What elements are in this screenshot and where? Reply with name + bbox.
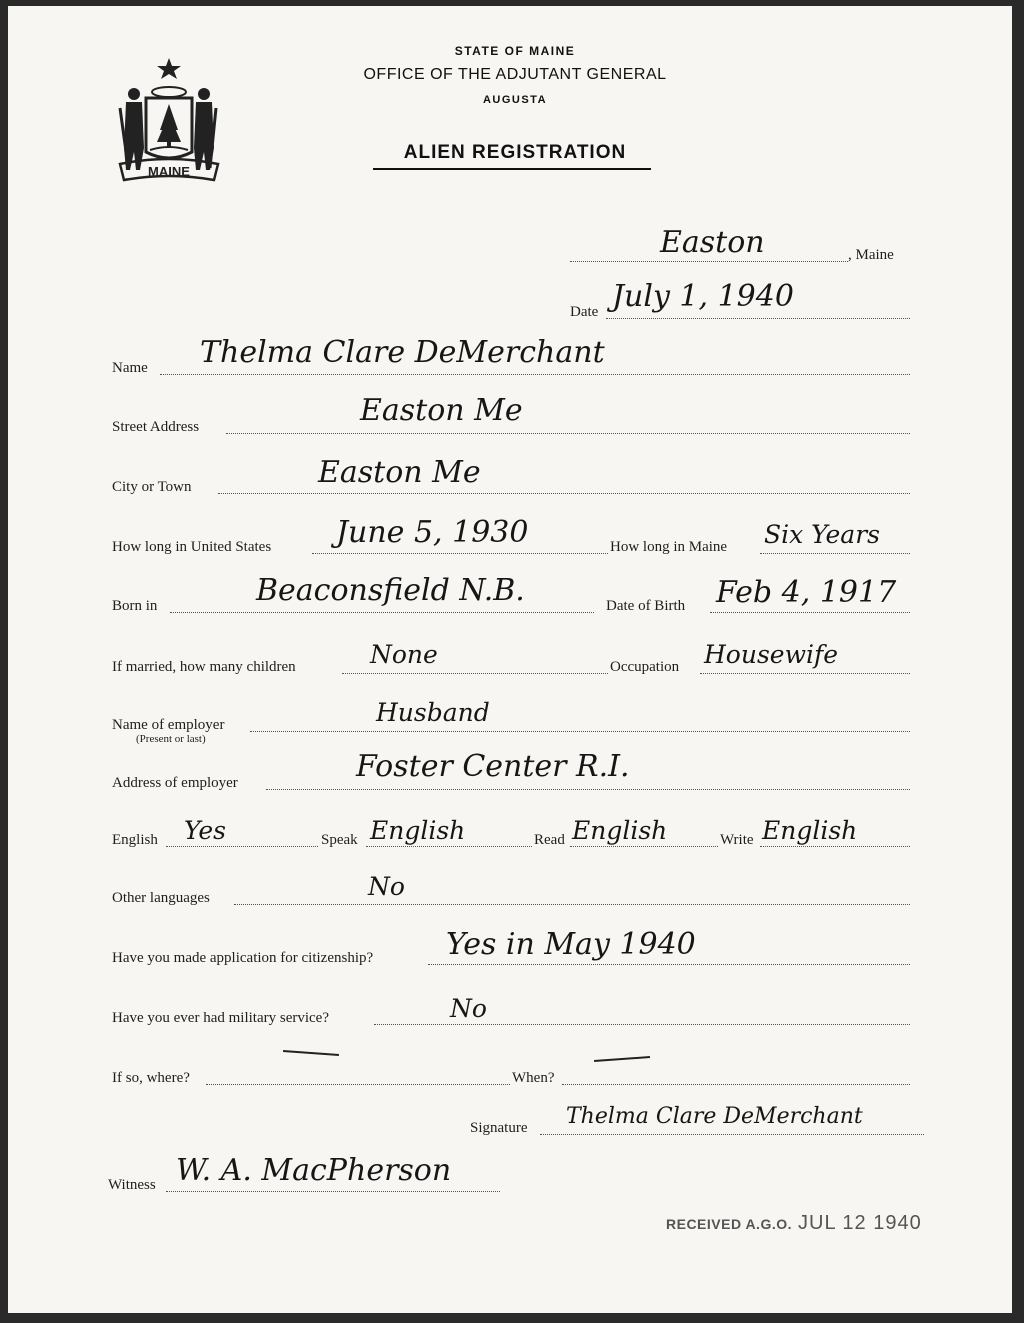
read-value: English — [572, 816, 668, 845]
city-value: Easton Me — [318, 455, 481, 490]
header-state: STATE OF MAINE — [454, 44, 576, 58]
received-stamp — [666, 1212, 922, 1235]
read-label: Read — [534, 832, 565, 848]
how-long-us-value: June 5, 1930 — [336, 515, 529, 550]
when-label: When? — [512, 1070, 555, 1086]
speak-label: Speak — [321, 832, 358, 848]
scan-border-left — [0, 0, 8, 1323]
write-line — [760, 846, 910, 847]
town-line — [570, 261, 848, 262]
scan-border-right — [1012, 0, 1024, 1323]
write-label: Write — [720, 832, 754, 848]
city-label: City or Town — [112, 479, 192, 495]
header-city: AUGUSTA — [482, 94, 548, 106]
where-dash — [283, 1050, 339, 1056]
how-long-maine-value: Six Years — [764, 520, 880, 549]
speak-value: English — [370, 816, 466, 845]
english-line — [166, 846, 318, 847]
english-label: English — [112, 832, 158, 848]
how-long-maine-label: How long in Maine — [610, 539, 728, 555]
name-value: Thelma Clare DeMerchant — [200, 335, 605, 370]
how-long-us-line — [312, 553, 608, 554]
children-value: None — [370, 640, 438, 669]
employer-address-value: Foster Center R.I. — [356, 749, 630, 784]
born-label: Born in — [112, 598, 158, 614]
street-value: Easton Me — [360, 393, 523, 428]
scan-border-top — [0, 0, 1024, 6]
street-line — [226, 433, 910, 434]
dob-line — [710, 612, 910, 613]
born-value: Beaconsfield N.B. — [256, 573, 525, 608]
stamp-date: JUL 12 1940 — [798, 1212, 922, 1234]
dob-value: Feb 4, 1917 — [716, 575, 897, 610]
citizenship-line — [428, 964, 910, 965]
city-line — [218, 493, 910, 494]
employer-address-label: Address of employer — [112, 775, 238, 791]
scan-border-bottom — [0, 1313, 1024, 1323]
citizenship-label: Have you made application for citizenship? — [112, 950, 374, 966]
other-languages-line — [234, 904, 910, 905]
title-underline — [373, 168, 651, 170]
date-value: July 1, 1940 — [612, 279, 794, 314]
citizenship-value: Yes in May 1940 — [446, 927, 696, 962]
english-value: Yes — [184, 816, 226, 845]
seal-label: MAINE — [148, 164, 190, 179]
when-line — [562, 1084, 910, 1085]
form-title: ALIEN REGISTRATION — [403, 142, 627, 163]
witness-value: W. A. MacPherson — [176, 1153, 452, 1188]
children-label: If married, how many children — [112, 659, 296, 675]
street-label: Street Address — [112, 419, 200, 435]
military-value: No — [450, 994, 487, 1023]
when-dash — [594, 1056, 650, 1062]
employer-value: Husband — [376, 698, 490, 727]
stamp-received: RECEIVED A.G.O. — [666, 1216, 793, 1232]
where-line — [206, 1084, 510, 1085]
signature-value: Thelma Clare DeMerchant — [566, 1104, 863, 1129]
town-value: Easton — [660, 225, 765, 260]
speak-line — [366, 846, 532, 847]
occupation-label: Occupation — [610, 659, 680, 675]
witness-label: Witness — [108, 1177, 156, 1193]
employer-label: Name of employer — [112, 717, 225, 733]
military-label: Have you ever had military service? — [112, 1010, 329, 1026]
occupation-line — [700, 673, 910, 674]
header-office: OFFICE OF THE ADJUTANT GENERAL — [363, 66, 667, 83]
military-line — [374, 1024, 910, 1025]
signature-label: Signature — [470, 1120, 528, 1136]
name-line — [160, 374, 910, 375]
maine-suffix: , Maine — [848, 247, 894, 263]
maine-state-seal-icon — [112, 52, 226, 192]
date-line — [606, 318, 910, 319]
read-line — [570, 846, 718, 847]
how-long-maine-line — [760, 553, 910, 554]
signature-line — [540, 1134, 924, 1135]
date-label: Date — [570, 304, 599, 320]
employer-sublabel: (Present or last) — [136, 733, 206, 745]
employer-address-line — [266, 789, 910, 790]
children-line — [342, 673, 608, 674]
occupation-value: Housewife — [704, 640, 839, 669]
other-languages-value: No — [368, 872, 405, 901]
witness-line — [166, 1191, 500, 1192]
employer-line — [250, 731, 910, 732]
name-label: Name — [112, 360, 148, 376]
how-long-us-label: How long in United States — [112, 539, 272, 555]
born-line — [170, 612, 594, 613]
where-label: If so, where? — [112, 1070, 190, 1086]
dob-label: Date of Birth — [606, 598, 686, 614]
other-languages-label: Other languages — [112, 890, 210, 906]
write-value: English — [762, 816, 858, 845]
